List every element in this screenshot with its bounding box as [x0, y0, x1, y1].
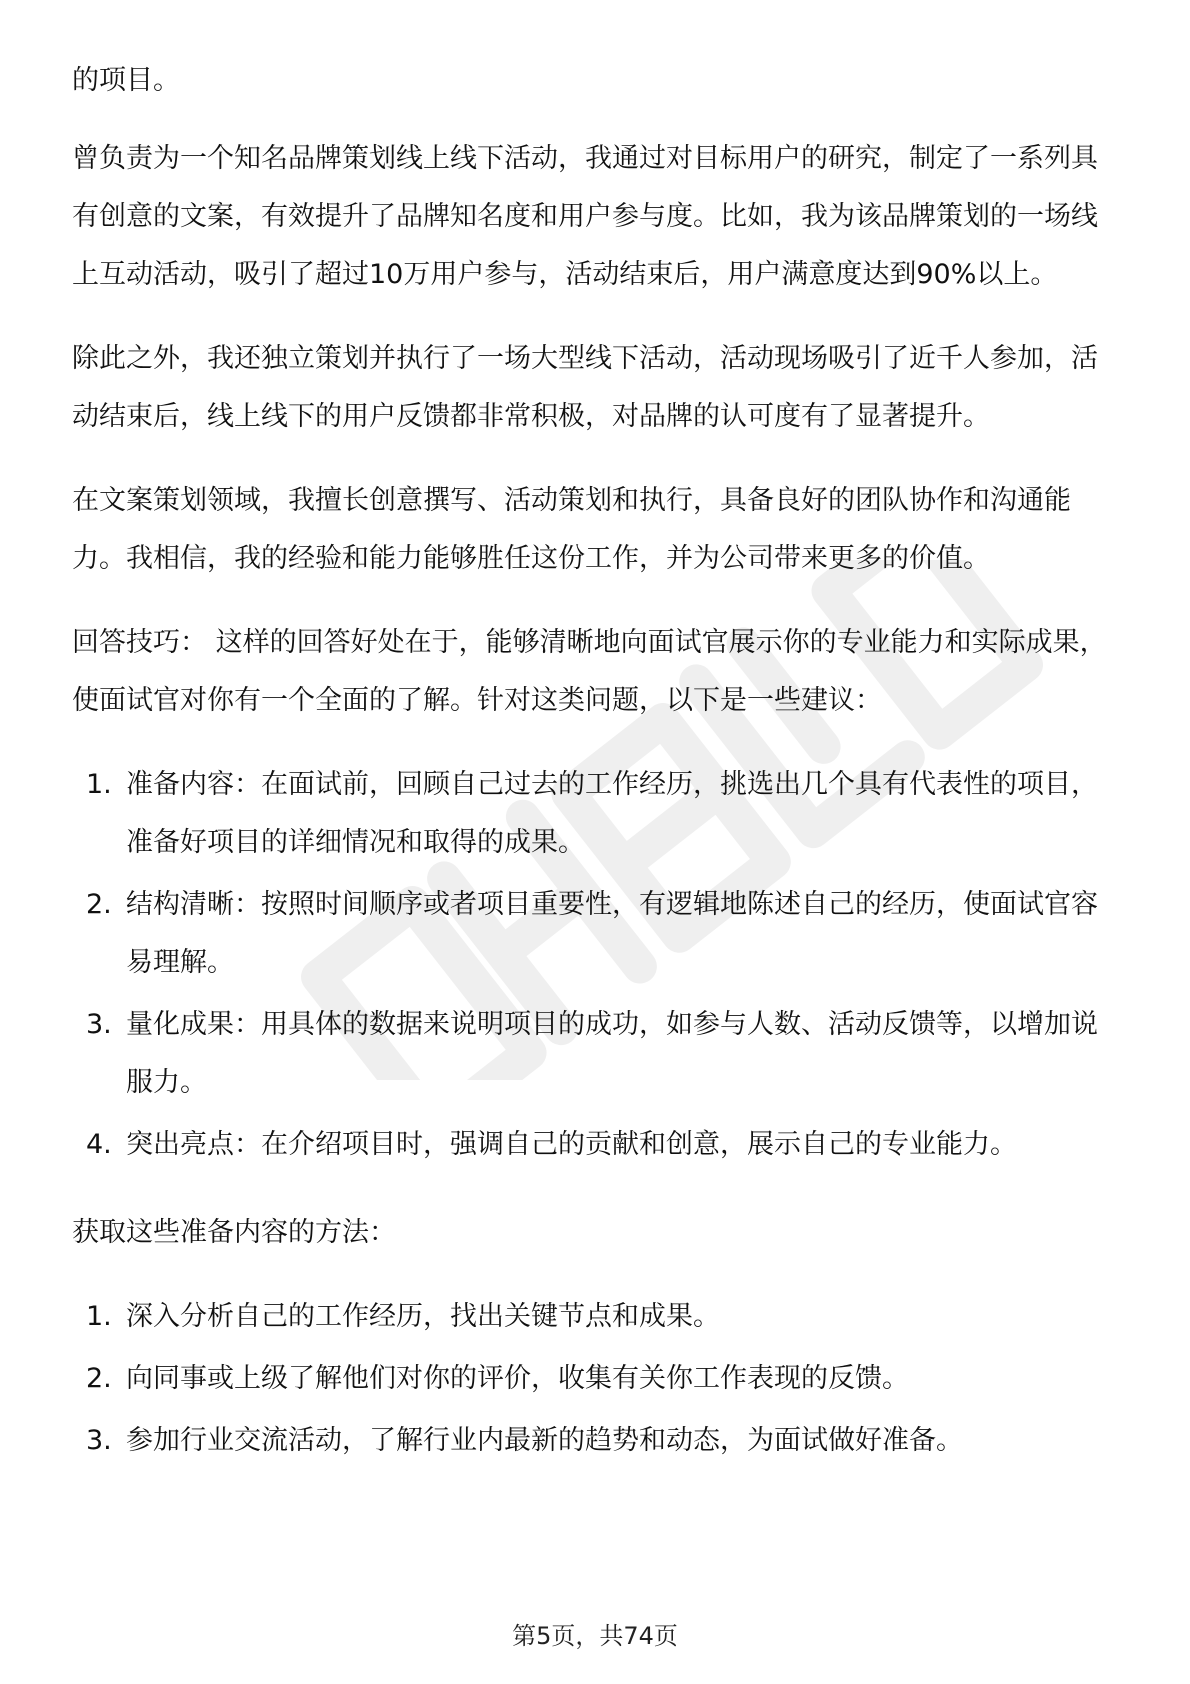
list-item	[72, 1116, 1122, 1174]
list-number: 1.	[86, 769, 112, 800]
tips-list	[72, 756, 1122, 1174]
list-item	[72, 1350, 1122, 1408]
methods-list	[72, 1288, 1122, 1470]
list-number: 3.	[86, 1009, 112, 1040]
list-item-text: 量化成果：用具体的数据来说明项目的成功，如参与人数、活动反馈等，以增加说服力。	[126, 1009, 1098, 1098]
list-number: 2.	[86, 1363, 112, 1394]
list-number: 2.	[86, 889, 112, 920]
methods-heading: 获取这些准备内容的方法：	[72, 1217, 396, 1248]
page-content	[72, 52, 1122, 1500]
list-item-text: 深入分析自己的工作经历，找出关键节点和成果。	[126, 1301, 720, 1332]
list-number: 1.	[86, 1301, 112, 1332]
paragraph: 的项目。	[72, 65, 180, 96]
list-item-text: 突出亮点：在介绍项目时，强调自己的贡献和创意，展示自己的专业能力。	[126, 1129, 1017, 1160]
list-item	[72, 1288, 1122, 1346]
list-item-text: 参加行业交流活动，了解行业内最新的趋势和动态，为面试做好准备。	[126, 1425, 963, 1456]
list-item	[72, 756, 1122, 872]
list-item-text: 准备内容：在面试前，回顾自己过去的工作经历，挑选出几个具有代表性的项目，准备好项目的详细情况和取得的成果。	[126, 769, 1098, 858]
list-item-text: 结构清晰：按照时间顺序或者项目重要性，有逻辑地陈述自己的经历，使面试官容易理解。	[126, 889, 1098, 978]
paragraph: 曾负责为一个知名品牌策划线上线下活动，我通过对目标用户的研究，制定了一系列具有创意的文案，有效提升了品牌知名度和用户参与度。比如，我为该品牌策划的一场线上互动活动，吸引了超过10万用户参与，活动结束后，用户满意度达到90%以上。	[72, 143, 1098, 290]
page-number-footer: 第5页，共74页	[512, 1622, 678, 1650]
paragraph: 回答技巧： 这样的回答好处在于，能够清晰地向面试官展示你的专业能力和实际成果，使面试官对你有一个全面的了解。针对这类问题，以下是一些建议：	[72, 627, 1107, 716]
list-number: 3.	[86, 1425, 112, 1456]
list-item	[72, 876, 1122, 992]
list-item	[72, 996, 1122, 1112]
paragraph: 在文案策划领域，我擅长创意撰写、活动策划和执行，具备良好的团队协作和沟通能力。我相信，我的经验和能力能够胜任这份工作，并为公司带来更多的价值。	[72, 485, 1071, 574]
paragraph: 除此之外，我还独立策划并执行了一场大型线下活动，活动现场吸引了近千人参加，活动结束后，线上线下的用户反馈都非常积极，对品牌的认可度有了显著提升。	[72, 343, 1098, 432]
list-number: 4.	[86, 1129, 112, 1160]
list-item	[72, 1412, 1122, 1470]
list-item-text: 向同事或上级了解他们对你的评价，收集有关你工作表现的反馈。	[126, 1363, 909, 1394]
